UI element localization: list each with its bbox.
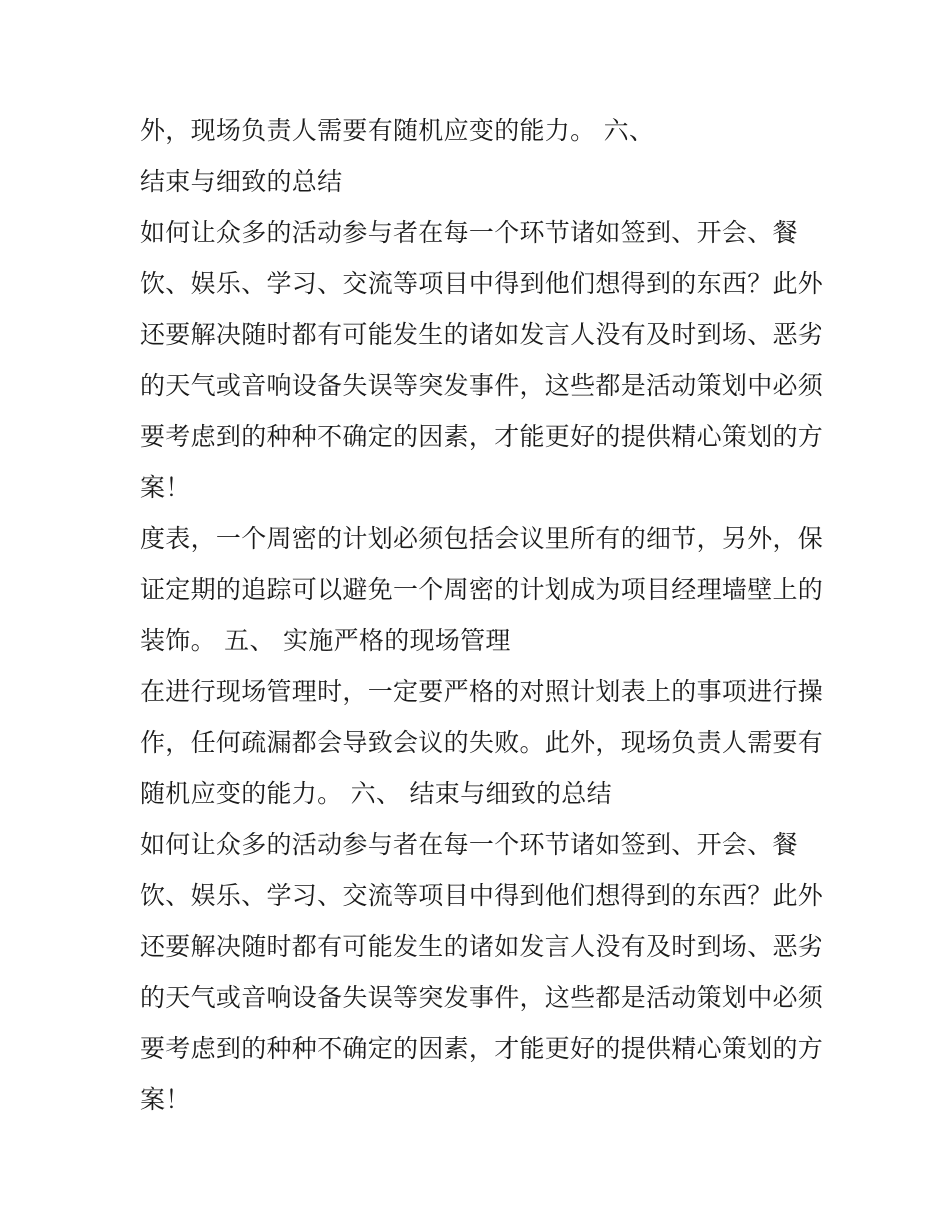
text-line: 案！: [140, 1085, 191, 1114]
text-line: 案！: [140, 473, 191, 502]
text-line: 度表，一个周密的计划必须包括会议里所有的细节，另外，保: [140, 524, 824, 553]
text-line: 装饰。 五、 实施严格的现场管理: [140, 626, 511, 655]
text-line: 在进行现场管理时，一定要严格的对照计划表上的事项进行操: [140, 677, 824, 706]
text-line: 如何让众多的活动参与者在每一个环节诸如签到、开会、餐: [140, 218, 798, 247]
text-line: 饮、娱乐、学习、交流等项目中得到他们想得到的东西？此外: [140, 881, 824, 910]
text-line: 还要解决随时都有可能发生的诸如发言人没有及时到场、恶劣: [140, 320, 824, 349]
text-line: 要考虑到的种种不确定的因素，才能更好的提供精心策划的方: [140, 422, 824, 451]
text-line: 随机应变的能力。 六、 结束与细致的总结: [140, 779, 612, 808]
text-line: 作，任何疏漏都会导致会议的失败。此外，现场负责人需要有: [140, 728, 824, 757]
text-line: 如何让众多的活动参与者在每一个环节诸如签到、开会、餐: [140, 830, 798, 859]
text-line: 外，现场负责人需要有随机应变的能力。 六、: [140, 116, 655, 145]
text-line: 的天气或音响设备失误等突发事件，这些都是活动策划中必须: [140, 371, 824, 400]
text-line: 饮、娱乐、学习、交流等项目中得到他们想得到的东西？此外: [140, 269, 824, 298]
text-line: 证定期的追踪可以避免一个周密的计划成为项目经理墙壁上的: [140, 575, 824, 604]
text-line: 还要解决随时都有可能发生的诸如发言人没有及时到场、恶劣: [140, 932, 824, 961]
section-heading: 结束与细致的总结: [140, 167, 343, 196]
document-body: [140, 105, 824, 1125]
text-line: 要考虑到的种种不确定的因素，才能更好的提供精心策划的方: [140, 1034, 824, 1063]
text-line: 的天气或音响设备失误等突发事件，这些都是活动策划中必须: [140, 983, 824, 1012]
